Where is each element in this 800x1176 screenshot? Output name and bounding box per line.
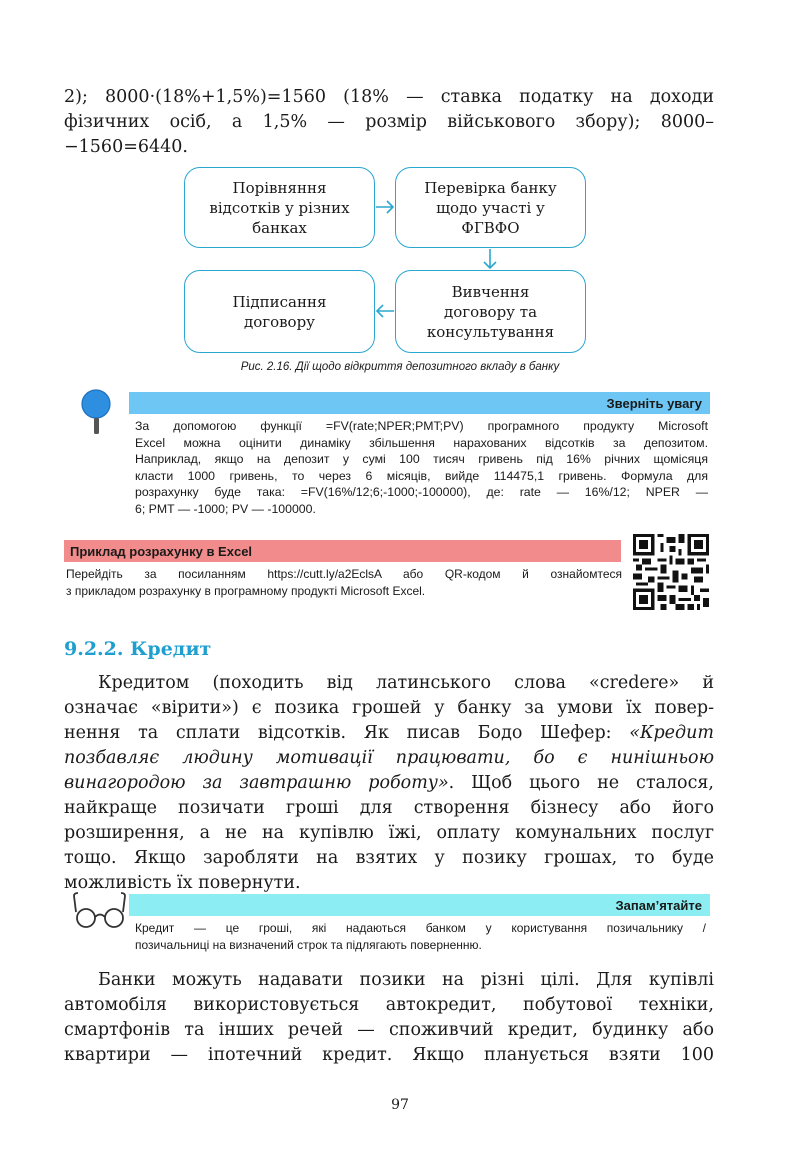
- attention-line: За допомогою функції =FV(rate;NPER;PMT;PV) програмного продукту Microsoft: [135, 419, 708, 433]
- paragraph-text: найкраще позичати гроші для створення бізнесу або його: [64, 798, 714, 818]
- arrow-right-icon: [376, 201, 393, 213]
- excel-example-body: [66, 566, 622, 599]
- paragraph-line: [64, 771, 714, 796]
- lightbulb-icon: [76, 386, 116, 438]
- attention-bar: [129, 392, 710, 414]
- paragraph-text: можливість їх повернути.: [64, 873, 301, 893]
- flow-box-line: банках: [252, 218, 307, 237]
- excel-example-bar: [64, 540, 621, 562]
- paragraph-line: автомобіля використовується автокредит, побутової техніки,: [64, 995, 714, 1015]
- paragraph-line: [64, 746, 714, 771]
- paragraph-line: [64, 871, 714, 896]
- flow-box-line: відсотків у різних: [209, 198, 350, 217]
- intro-line: −1560=6440.: [64, 137, 188, 157]
- paragraph-text: означає «вірити») є позика грошей у банку за умови їх повер-: [64, 698, 714, 718]
- flow-box-line: ФГВФО: [461, 218, 520, 237]
- attention-line: Наприклад, якщо на депозит у сумі 100 тисяч гривень під 16% річних щомісяця: [135, 452, 708, 466]
- attention-line: розрахунку буде така: =FV(16%/12;6;-1000;-100000), де: rate — 16%/12; NPER —: [135, 485, 708, 499]
- credit-paragraph: [64, 671, 714, 896]
- quote-text: позбавляє людину мотивації працювати, бо є нинішньою: [64, 748, 714, 768]
- paragraph-text: Кредитом (походить від латинського слова «credere» й: [98, 673, 714, 693]
- flow-arrows: [0, 0, 800, 360]
- paragraph-line: [64, 796, 714, 821]
- arrow-down-icon: [484, 249, 496, 268]
- paragraph-line: [64, 721, 714, 746]
- paragraph-line: квартири — іпотечний кредит. Якщо планується взяти 100: [64, 1045, 714, 1065]
- excel-example-line: з прикладом розрахунку в програмному продукті Microsoft Excel.: [66, 583, 426, 598]
- glasses-icon: [70, 890, 130, 930]
- intro-line: 2); 8000·(18%+1,5%)=1560 (18% — ставка податку на доходи: [64, 87, 714, 107]
- qr-code-icon[interactable]: [633, 534, 709, 610]
- paragraph-line: [64, 846, 714, 871]
- paragraph-line: смартфонів та інших речей — споживчий кредит, будинку або: [64, 1020, 714, 1040]
- intro-line: фізичних осіб, а 1,5% — розмір військового збору); 8000–: [64, 112, 714, 132]
- section-heading: 9.2.2. Кредит: [64, 638, 212, 660]
- attention-line: Excel можна оцінити динаміку збільшення нарахованих відсотків за депозитом.: [135, 435, 708, 450]
- page-number: 97: [391, 1097, 409, 1113]
- paragraph-text: розширення, а не на купівлю їжі, оплату комунальних послуг: [64, 823, 714, 843]
- paragraph-line: [64, 821, 714, 846]
- paragraph-text: . Щоб цього не сталося,: [448, 773, 714, 793]
- paragraph-line: Банки можуть надавати позики на різні цілі. Для купівлі: [98, 970, 714, 990]
- flow-box-line: Порівняння: [232, 178, 327, 197]
- remember-bar: [129, 894, 710, 916]
- attention-body: [135, 418, 708, 517]
- quote-text: «Кредит: [629, 723, 714, 743]
- attention-title: Зверніть увагу: [606, 395, 702, 411]
- flow-box-line: Вивчення: [451, 282, 530, 301]
- remember-title: Запам’ятайте: [615, 897, 702, 913]
- flow-box-line: щодо участі у: [436, 198, 545, 217]
- banks-paragraph: [64, 968, 714, 1068]
- flow-box-line: Підписання: [232, 292, 327, 311]
- flow-box-line: договору та: [443, 302, 538, 321]
- flow-box-line: договору: [243, 312, 316, 331]
- remember-line: позичальниці на визначений строк та підлягають поверненню.: [135, 937, 482, 952]
- paragraph-text: нення та сплати відсотків. Як писав Бодо Шефер:: [64, 723, 630, 743]
- flow-box-line: консультування: [426, 322, 555, 341]
- excel-example-title: Приклад розрахунку в Excel: [70, 543, 253, 559]
- attention-line: класти 1000 гривень, то через 6 місяців, вийде 114475,1 гривень. Формула для: [135, 468, 708, 483]
- paragraph-line: [64, 696, 714, 721]
- figure-caption: Рис. 2.16. Дії щодо відкриття депозитного вкладу в банку: [240, 361, 560, 373]
- paragraph-text: тощо. Якщо заробляти на взятих у позику грошах, то буде: [64, 848, 714, 868]
- remember-body: [135, 920, 706, 953]
- attention-line: 6; PMT — -1000; PV — -100000.: [135, 501, 316, 516]
- remember-line: Кредит — це гроші, які надаються банком у користування позичальнику /: [135, 921, 706, 935]
- paragraph-line: [64, 671, 714, 696]
- arrow-left-icon: [377, 305, 394, 317]
- excel-example-line[interactable]: Перейдіть за посиланням https://cutt.ly/a2EclsA або QR-кодом й ознайомтеся: [66, 567, 622, 581]
- flow-box-line: Перевірка банку: [424, 178, 557, 197]
- quote-text: винагородою за завтрашню роботу»: [64, 773, 449, 793]
